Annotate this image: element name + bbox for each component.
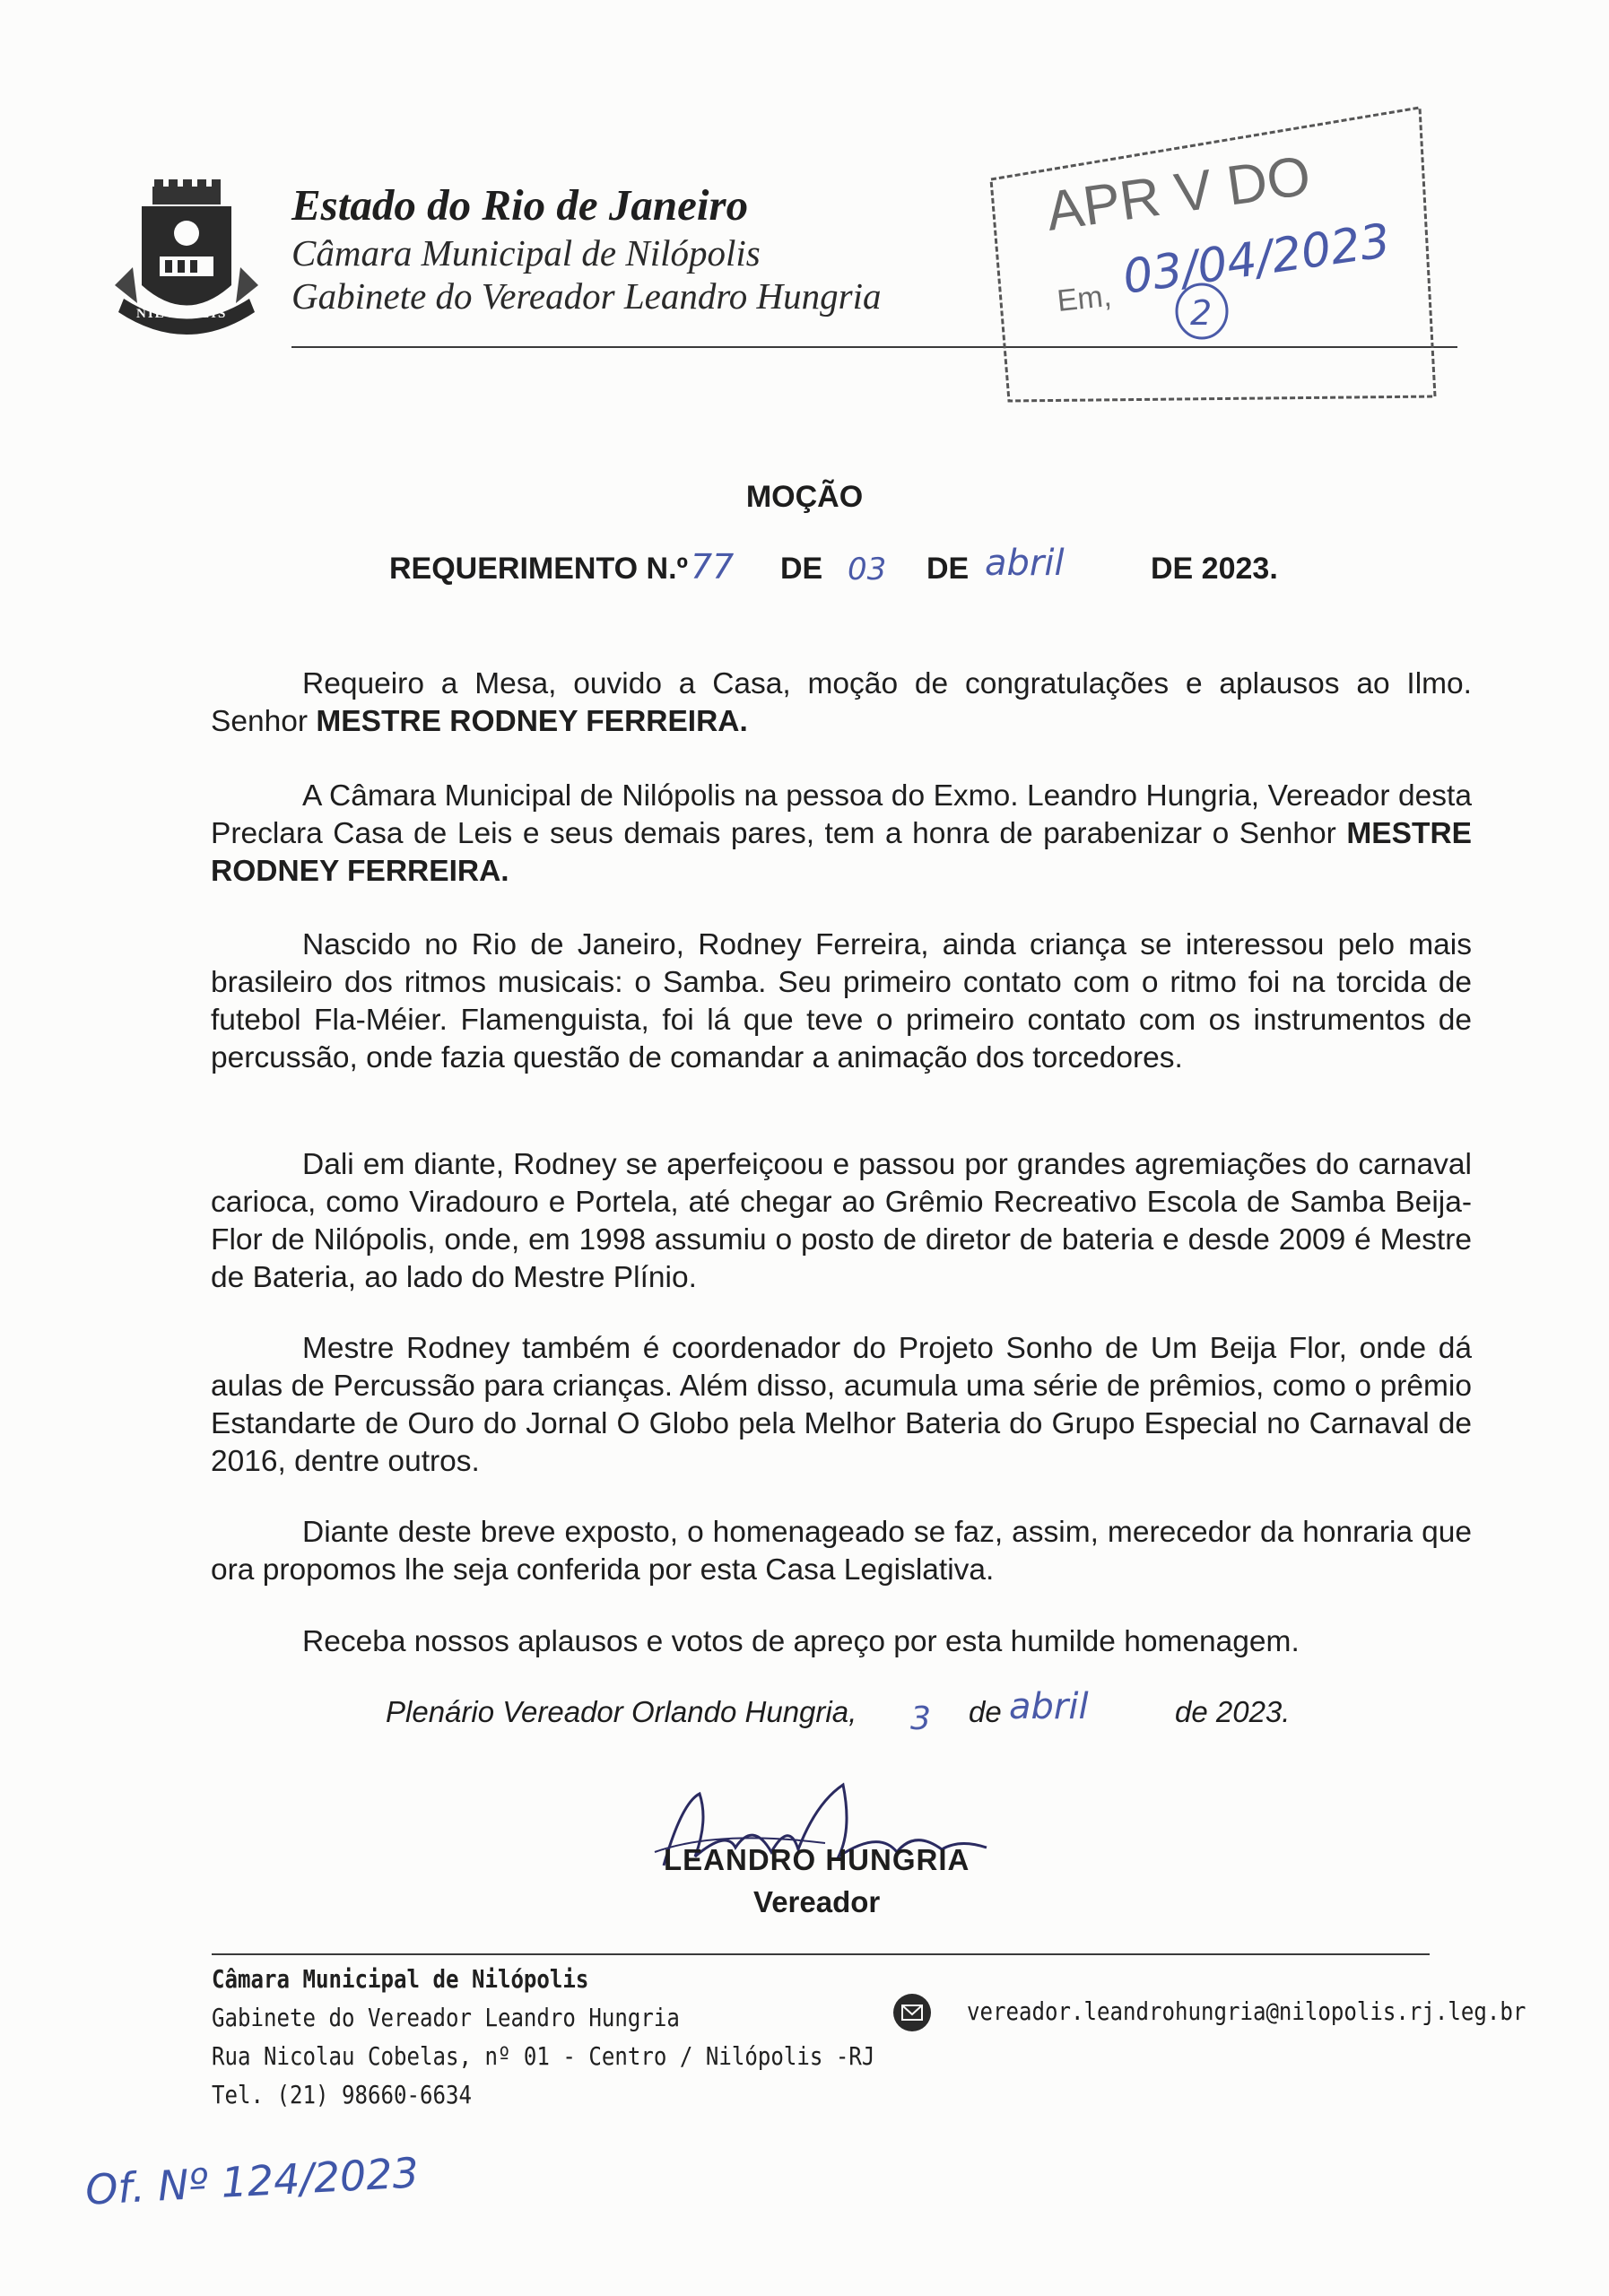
stamp-date: 03/04/2023 bbox=[1119, 213, 1394, 305]
signatory-role: Vereador bbox=[753, 1885, 881, 1918]
closing-month: abril bbox=[1009, 1686, 1089, 1727]
closing-year: de 2023. bbox=[1175, 1695, 1291, 1728]
header-state: Estado do Rio de Janeiro bbox=[291, 180, 749, 230]
signatory-name: LEANDRO HUNGRIA bbox=[664, 1843, 970, 1876]
footer-office: Gabinete do Vereador Leandro Hungria bbox=[212, 2003, 680, 2032]
office-number-note: Of. Nº 124/2023 bbox=[83, 2148, 421, 2214]
paragraph-3: Nascido no Rio de Janeiro, Rodney Ferreira, ainda criança se interessou pelo mais brasileiro dos ritmos musicais: o Samba. Seu primeiro contato com o ritmo foi na torcida de futebol Fla-Méier. Flamenguista, foi lá que teve o primeiro contato com os instrumentos de percussão, onde fazia questão de comandar a animação dos torcedores. bbox=[211, 928, 1472, 1074]
honoree-name-2: MESTRE RODNEY FERREIRA. bbox=[211, 817, 1472, 888]
honoree-name-1: MESTRE RODNEY FERREIRA. bbox=[316, 705, 748, 738]
stamp-label: APR V DO bbox=[1042, 144, 1315, 243]
closing-de: de bbox=[969, 1695, 1002, 1728]
closing-place: Plenário Vereador Orlando Hungria, bbox=[386, 1695, 857, 1728]
paragraph-7: Receba nossos aplausos e votos de apreço por esta humilde homenagem. bbox=[302, 1625, 1300, 1658]
stamp-em-label: Em, bbox=[1055, 278, 1113, 318]
requerimento-prefix: REQUERIMENTO N.º bbox=[389, 552, 688, 586]
footer-divider bbox=[212, 1953, 1430, 1955]
requerimento-de-2: DE bbox=[926, 552, 970, 586]
crest-motto: NILÓPOLIS bbox=[136, 307, 228, 321]
email-icon bbox=[892, 1993, 932, 2032]
paragraph-2 bbox=[211, 778, 1472, 891]
footer-email[interactable]: vereador.leandrohungria@nilopolis.rj.leg.br bbox=[967, 1996, 1526, 2026]
requerimento-day: 03 bbox=[848, 552, 887, 587]
requerimento-number: 77 bbox=[691, 547, 735, 587]
document-title: MOÇÃO bbox=[745, 480, 864, 514]
paragraph-5: Mestre Rodney também é coordenador do Projeto Sonho de Um Beija Flor, onde dá aulas de Percussão para crianças. Além disso, acumula uma série de prêmios, como o prêmio Estandarte de Ouro do Jornal O Globo pela Melhor Bateria do Grupo Especial no Carnaval de 2016, dentre outros. bbox=[211, 1332, 1472, 1478]
header-office: Gabinete do Vereador Leandro Hungria bbox=[291, 275, 882, 317]
footer-address: Rua Nicolau Cobelas, nº 01 - Centro / Nilópolis -RJ bbox=[212, 2041, 875, 2071]
approval-stamp bbox=[982, 100, 1466, 405]
paragraph-1 bbox=[211, 665, 1472, 741]
closing-day: 3 bbox=[910, 1700, 931, 1737]
paragraph-2-text: A Câmara Municipal de Nilópolis na pessoa do Exmo. Leandro Hungria, Vereador desta Preclara Casa de Leis e seus demais pares, tem a honra de parabenizar o Senhor bbox=[211, 779, 1472, 850]
footer-org: Câmara Municipal de Nilópolis bbox=[212, 1964, 589, 1994]
requerimento-year: DE 2023. bbox=[1151, 552, 1278, 586]
municipal-crest-icon bbox=[115, 178, 258, 352]
requerimento-de-1: DE bbox=[780, 552, 823, 586]
paragraph-1-text: Requeiro a Mesa, ouvido a Casa, moção de congratulações e aplausos ao Ilmo. Senhor bbox=[211, 667, 1472, 738]
footer-phone: Tel. (21) 98660-6634 bbox=[212, 2080, 472, 2109]
header-chamber: Câmara Municipal de Nilópolis bbox=[291, 232, 761, 274]
stamp-number: 2 bbox=[1190, 293, 1213, 333]
requerimento-month: abril bbox=[985, 543, 1065, 584]
paragraph-4: Dali em diante, Rodney se aperfeiçoou e passou por grandes agremiações do carnaval carioca, como Viradouro e Portela, até chegar ao Grêmio Recreativo Escola de Samba Beija-Flor de Nilópolis, onde, em 1998 assumiu o posto de diretor de bateria e desde 2009 é Mestre de Bateria, ao lado do Mestre Plínio. bbox=[211, 1148, 1472, 1294]
paragraph-6: Diante deste breve exposto, o homenageado se faz, assim, merecedor da honraria que ora propomos lhe seja conferida por esta Casa Legislativa. bbox=[211, 1516, 1472, 1587]
